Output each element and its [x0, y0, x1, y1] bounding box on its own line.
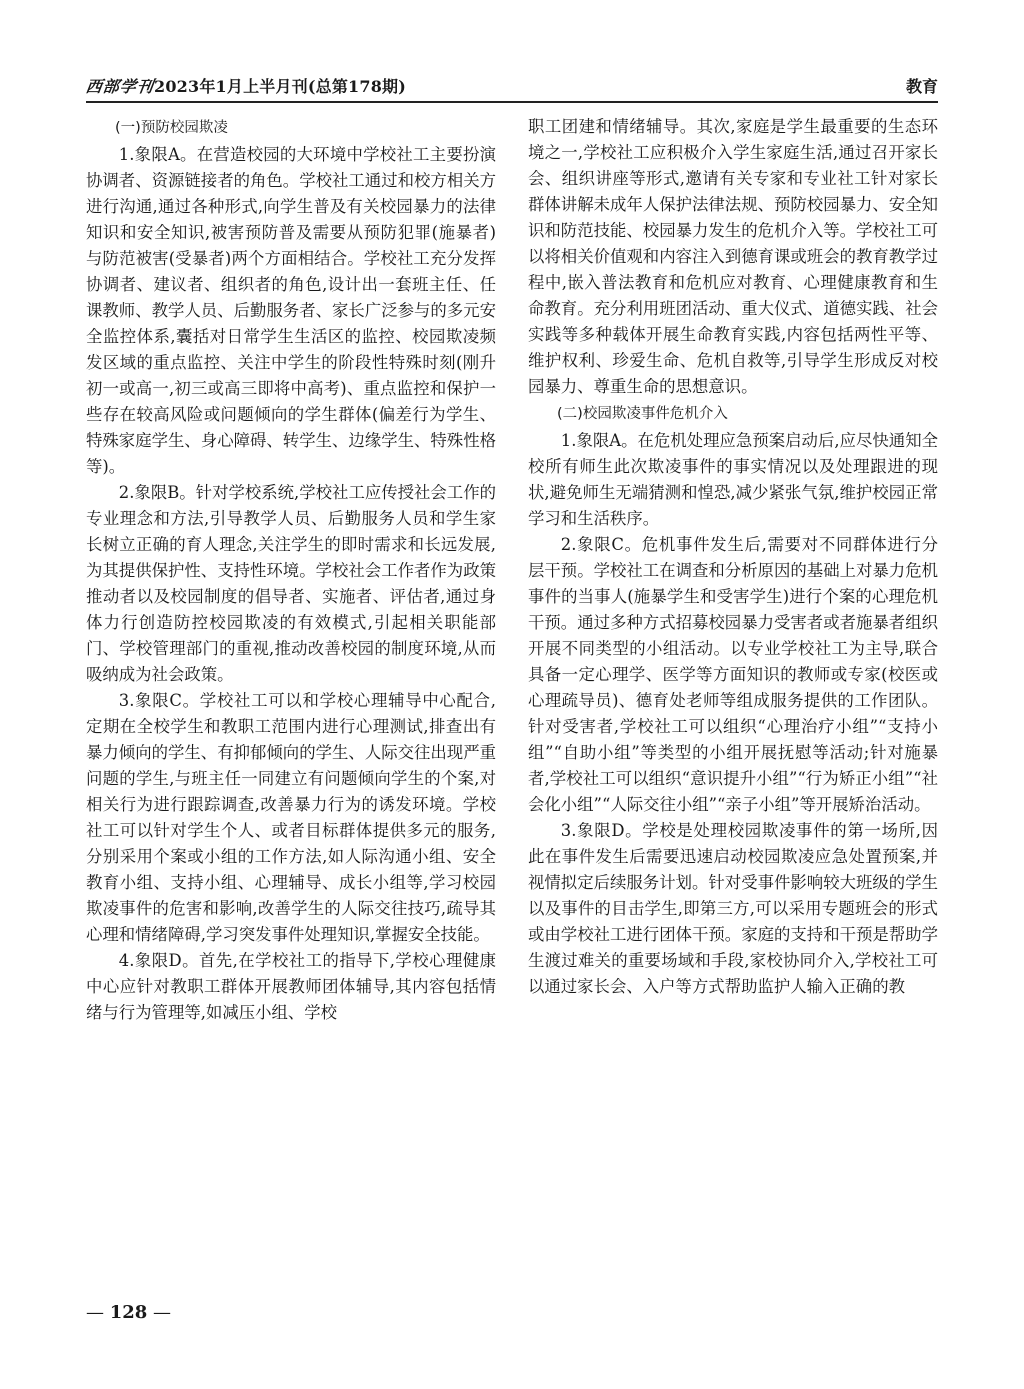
section-heading-crisis: (二)校园欺凌事件危机介入	[557, 406, 728, 422]
paragraph: 3.象限C。学校社工可以和学校心理辅导中心配合,定期在全校学生和教职工范围内进行心理测试,排查出有暴力倾向的学生、有抑郁倾向的学生、人际交往出现严重问题的学生,与班主任一同建立有问题倾向学生的个案,对相关行为进行跟踪调查,改善暴力行为的诱发环境。学校社工可以针对学生个人、或者目标群体提供多元的服务,分别采用个案或小组的工作方法,如人际沟通小组、安全教育小组、支持小组、心理辅导、成长小组等,学习校园欺凌事件的危害和影响,改善学生的人际交往技巧,疏导其心理和情绪障碍,学习突发事件处理知识,掌握安全技能。	[86, 691, 496, 944]
paragraph: 3.象限D。学校是处理校园欺凌事件的第一场所,因此在事件发生后需要迅速启动校园欺凌应急处置预案,并视情拟定后续服务计划。针对受事件影响较大班级的学生以及事件的目击学生,即第三方,可以采用专题班会的形式或由学校社工进行团体干预。家庭的支持和干预是帮助学生渡过难关的重要场域和手段,家校协同介入,学校社工可以通过家长会、入户等方式帮助监护人输入正确的教	[528, 821, 938, 996]
page-number: 128	[109, 1302, 148, 1323]
journal-logo: 西部学刊	[84, 77, 156, 96]
right-column	[528, 114, 938, 1000]
issue-info: 2023年1月上半月刊(总第178期)	[154, 77, 407, 96]
paragraph: 1.象限A。在营造校园的大环境中学校社工主要扮演协调者、资源链接者的角色。学校社工通过和校方相关方进行沟通,通过各种形式,向学生普及有关校园暴力的法律知识和安全知识,被害预防普及需要从预防犯罪(施暴者)与防范被害(受暴者)两个方面相结合。学校社工充分发挥协调者、建议者、组织者的角色,设计出一套班主任、任课教师、教学人员、后勤服务者、家长广泛参与的多元安全监控体系,囊括对日常学生生活区的监控、校园欺凌频发区域的重点监控、关注中学生的阶段性特殊时刻(刚升初一或高一,初三或高三即将中高考)、重点监控和保护一些存在较高风险或问题倾向的学生群体(偏差行为学生、特殊家庭学生、身心障碍、转学生、边缘学生、特殊性格等)。	[86, 145, 496, 476]
paragraph: 4.象限D。首先,在学校社工的指导下,学校心理健康中心应针对教职工群体开展教师团体辅导,其内容包括情绪与行为管理等,如减压小组、学校	[86, 951, 496, 1022]
page-footer	[86, 1302, 171, 1323]
running-header	[86, 74, 938, 100]
paragraph: 1.象限A。在危机处理应急预案启动后,应尽快通知全校所有师生此次欺凌事件的事实情况以及处理跟进的现状,避免师生无端猜测和惶恐,减少紧张气氛,维护校园正常学习和生活秩序。	[528, 431, 938, 528]
footer-dash-right: —	[147, 1302, 172, 1323]
paragraph: 2.象限B。针对学校系统,学校社工应传授社会工作的专业理念和方法,引导教学人员、后勤服务人员和学生家长树立正确的育人理念,关注学生的即时需求和长远发展,为其提供保护性、支持性环境。学校社会工作者作为政策推动者以及校园制度的倡导者、实施者、评估者,通过身体力行创造防控校园欺凌的有效模式,引起相关职能部门、学校管理部门的重视,推动改善校园的制度环境,从而吸纳成为社会政策。	[86, 483, 496, 684]
header-rule	[86, 101, 938, 103]
journal-issue-line	[86, 74, 406, 97]
section-heading-prevention: (一)预防校园欺凌	[115, 120, 228, 136]
paragraph-continued: 职工团建和情绪辅导。其次,家庭是学生最重要的生态环境之一,学校社工应积极介入学生家庭生活,通过召开家长会、组织讲座等形式,邀请有关专家和专业社工针对家长群体讲解未成年人保护法律法规、预防校园暴力、安全知识和防范技能、校园暴力发生的危机介入等。学校社工可以将相关价值观和内容注入到德育课或班会的教育教学过程中,嵌入普法教育和危机应对教育、心理健康教育和生命教育。充分利用班团活动、重大仪式、道德实践、社会实践等多种载体开展生命教育实践,内容包括两性平等、维护权利、珍爱生命、危机自救等,引导学生形成反对校园暴力、尊重生命的思想意识。	[528, 117, 938, 396]
footer-dash-left: —	[86, 1302, 110, 1323]
section-label: 教育	[905, 77, 938, 96]
left-column	[86, 114, 496, 1026]
paragraph: 2.象限C。危机事件发生后,需要对不同群体进行分层干预。学校社工在调查和分析原因的基础上对暴力危机事件的当事人(施暴学生和受害学生)进行个案的心理危机干预。通过多种方式招募校园暴力受害者或者施暴者组织开展不同类型的小组活动。以专业学校社工为主导,联合具备一定心理学、医学等方面知识的教师或专家(校医或心理疏导员)、德育处老师等组成服务提供的工作团队。针对受害者,学校社工可以组织“心理治疗小组”“支持小组”“自助小组”等类型的小组开展抚慰等活动;针对施暴者,学校社工可以组织“意识提升小组”“行为矫正小组”“社会化小组”“人际交往小组”“亲子小组”等开展矫治活动。	[528, 535, 938, 814]
